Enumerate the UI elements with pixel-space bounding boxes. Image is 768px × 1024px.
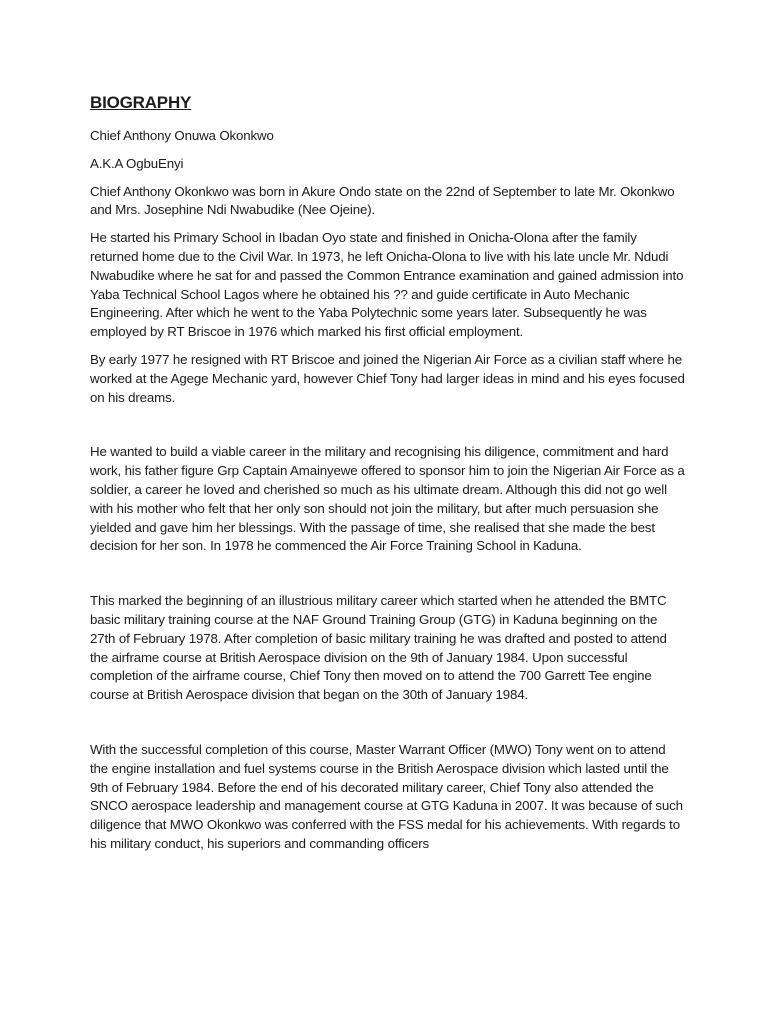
name-line: Chief Anthony Onuwa Okonkwo — [90, 128, 274, 143]
paragraph-birth: Chief Anthony Okonkwo was born in Akure Ondo state on the 22nd of September to late Mr. Okonkwo and Mrs. Josephine Ndi Nwabudike (Nee Ojeine). — [90, 183, 675, 218]
document-page — [90, 92, 686, 854]
paragraph-air-force-civilian: By early 1977 he resigned with RT Briscoe and joined the Nigerian Air Force as a civilian staff where he worked at the Agege Mechanic yard, however Chief Tony had larger ideas in mind and his eyes focused on his dreams. — [90, 351, 685, 405]
paragraph-education: He started his Primary School in Ibadan Oyo state and finished in Onicha-Olona after the family returned home due to the Civil War. In 1973, he left Onicha-Olona to live with his late uncle Mr. Ndudi Nwabudike where he sat for and passed the Common Entrance examination and gained admission into Yaba Technical School Lagos where he obtained his ?? and guide certificate in Auto Mechanic Engineering. After which he went to the Yaba Polytechnic some years later. Subsequently he was employed by RT Briscoe in 1976 which marked his first official employment. — [90, 230, 684, 340]
page-title: BIOGRAPHY — [90, 93, 192, 112]
aka-line: A.K.A OgbuEnyi — [90, 155, 184, 171]
paragraph-achievements: With the successful completion of this course, Master Warrant Officer (MWO) Tony went on to attend the engine installation and fuel systems course in the British Aerospace division which lasted until the 9th of February 1984. Before the end of his decorated military career, Chief Tony also attended the SNCO aerospace leadership and management course at GTG Kaduna in 2007. It was because of such diligence that MWO Okonkwo was conferred with the FSS medal for his achievements. With regards to his military conduct, his superiors and commanding officers — [90, 741, 683, 851]
paragraph-military-career: He wanted to build a viable career in the military and recognising his diligence, commitment and hard work, his father figure Grp Captain Amainyewe offered to sponsor him to join the Nigerian Air Force as a soldier, a career he loved and cherished so much as his ultimate dream. Although this did not go well with his mother who felt that her only son should not join the military, but after much persuasion she yielded and gave him her blessings. With the passage of time, she realised that she made the best decision for her son. In 1978 he commenced the Air Force Training School in Kaduna. — [90, 444, 685, 554]
paragraph-training-courses: This marked the beginning of an illustrious military career which started when he attended the BMTC basic military training course at the NAF Ground Training Group (GTG) in Kaduna beginning on the 27th of February 1978. After completion of basic military training he was drafted and posted to attend the airframe course at British Aerospace division on the 9th of January 1984. Upon successful completion of the airframe course, Chief Tony then moved on to attend the 700 Garrett Tee engine course at British Aerospace division that began on the 30th of January 1984. — [90, 593, 667, 703]
